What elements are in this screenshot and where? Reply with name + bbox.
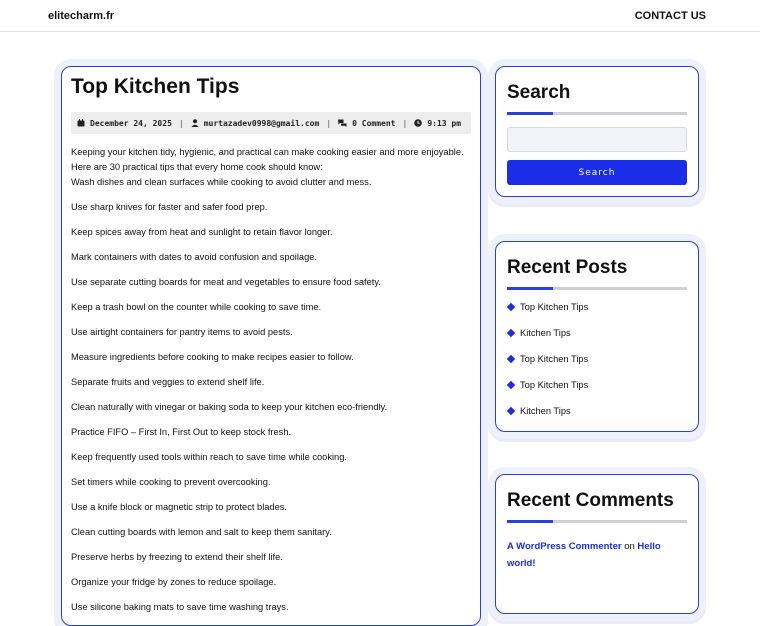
list-item <box>507 398 687 424</box>
recent-comments-title: Recent Comments <box>507 490 674 511</box>
title-underline <box>507 112 687 115</box>
meta-separator: | <box>178 118 184 128</box>
comments-icon <box>338 119 347 127</box>
post-title: Top Kitchen Tips <box>71 75 240 98</box>
search-widget <box>495 66 699 197</box>
list-item <box>507 346 687 372</box>
diamond-bullet-icon <box>507 303 515 311</box>
recent-comment <box>507 538 687 572</box>
recent-posts-widget <box>495 241 699 432</box>
tip-item: Practice FIFO – First In, First Out to keep stock fresh. <box>71 427 292 437</box>
recent-post-link[interactable]: Top Kitchen Tips <box>520 302 589 312</box>
title-underline <box>507 520 687 523</box>
list-item <box>507 320 687 346</box>
post-date <box>77 119 172 128</box>
post-date-text[interactable]: December 24, 2025 <box>90 118 172 128</box>
recent-comments-widget <box>495 474 699 614</box>
tip-item: Preserve herbs by freezing to extend their shelf life. <box>71 552 283 562</box>
post-time-text: 9:13 pm <box>427 118 462 128</box>
recent-post-link[interactable]: Kitchen Tips <box>520 406 571 416</box>
meta-separator: | <box>326 118 332 128</box>
tip-item: Use airtight containers for pantry items to avoid pests. <box>71 327 293 337</box>
tip-item: Use sharp knives for faster and safer food prep. <box>71 202 268 212</box>
contact-us-link[interactable]: CONTACT US <box>634 10 706 22</box>
search-widget-title: Search <box>507 82 571 103</box>
diamond-bullet-icon <box>507 381 515 389</box>
post-comments <box>338 119 395 128</box>
tip-item: Keep frequently used tools within reach to save time while cooking. <box>71 452 347 462</box>
comment-on-text: on <box>624 541 635 552</box>
calendar-icon <box>77 119 85 127</box>
diamond-bullet-icon <box>507 355 515 363</box>
recent-posts-list <box>507 294 687 424</box>
recent-post-link[interactable]: Top Kitchen Tips <box>520 380 589 390</box>
post-comments-text[interactable]: 0 Comment <box>352 118 396 128</box>
diamond-bullet-icon <box>507 407 515 415</box>
post-card <box>61 66 481 626</box>
tips-list <box>71 175 471 615</box>
diamond-bullet-icon <box>507 329 515 337</box>
post-author <box>191 119 320 128</box>
comment-post-link[interactable]: Hello world! <box>507 541 661 569</box>
tip-item: Mark containers with dates to avoid confusion and spoilage. <box>71 252 317 262</box>
tip-item: Separate fruits and veggies to extend shelf life. <box>71 377 265 387</box>
search-button[interactable]: Search <box>507 160 687 185</box>
tip-item: Keep a trash bowl on the counter while cooking to save time. <box>71 302 322 312</box>
tip-item: Use separate cutting boards for meat and vegetables to ensure food safety. <box>71 277 381 287</box>
post-author-text[interactable]: murtazadev0998@gmail.com <box>203 118 320 128</box>
tip-item: Use silicone baking mats to save time washing trays. <box>71 602 289 612</box>
recent-post-link[interactable]: Top Kitchen Tips <box>520 354 589 364</box>
site-name-link[interactable]: elitecharm.fr <box>48 10 115 22</box>
tip-item: Wash dishes and clean surfaces while cooking to avoid clutter and mess. <box>71 177 372 187</box>
post-intro: Keeping your kitchen tidy, hygienic, and practical can make cooking easier and more enjoyable. Here are 30 practical tips that every home cook should know: <box>71 147 464 172</box>
site-header <box>0 0 760 32</box>
tip-item: Keep spices away from heat and sunlight to retain flavor longer. <box>71 227 333 237</box>
tip-item: Clean cutting boards with lemon and salt to keep them sanitary. <box>71 527 332 537</box>
list-item <box>507 294 687 320</box>
tip-item: Clean naturally with vinegar or baking soda to keep your kitchen eco-friendly. <box>71 402 388 412</box>
search-input[interactable] <box>507 127 687 152</box>
post-time <box>414 119 461 128</box>
recent-posts-title: Recent Posts <box>507 257 628 278</box>
comment-author-link[interactable]: A WordPress Commenter <box>507 541 622 552</box>
tip-item: Use a knife block or magnetic strip to protect blades. <box>71 502 287 512</box>
post-meta-bar <box>71 112 471 134</box>
meta-separator: | <box>402 118 408 128</box>
tip-item: Set timers while cooking to prevent overcooking. <box>71 477 271 487</box>
tip-item: Measure ingredients before cooking to make recipes easier to follow. <box>71 352 354 362</box>
user-icon <box>191 119 199 127</box>
tip-item: Organize your fridge by zones to reduce spoilage. <box>71 577 277 587</box>
list-item <box>507 372 687 398</box>
recent-post-link[interactable]: Kitchen Tips <box>520 328 571 338</box>
title-underline <box>507 287 687 290</box>
clock-icon <box>414 119 422 127</box>
